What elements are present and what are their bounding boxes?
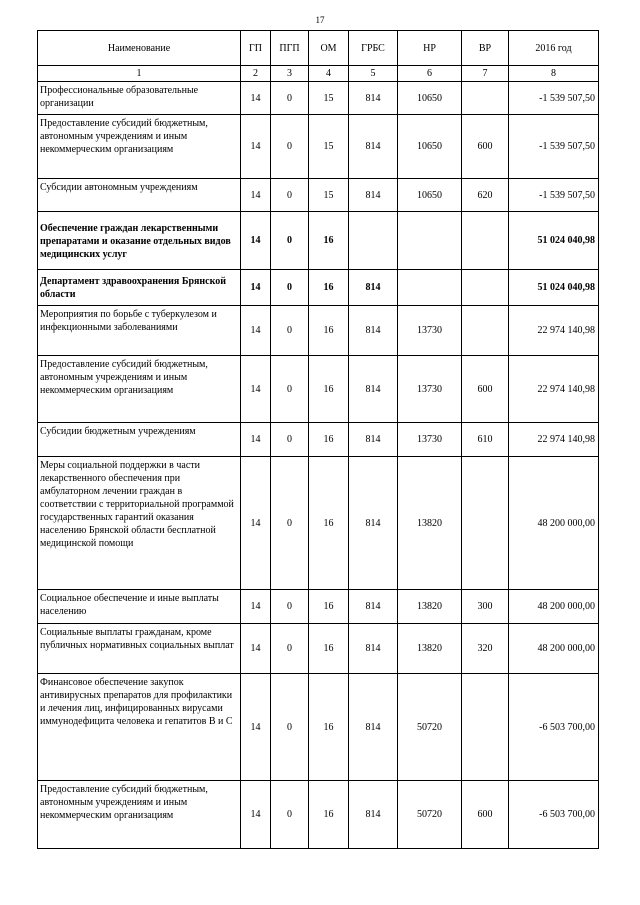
row-om: 16 bbox=[309, 674, 349, 781]
row-grbs: 814 bbox=[349, 590, 398, 624]
column-header-grbs: ГРБС bbox=[349, 31, 398, 66]
table-row bbox=[38, 423, 599, 457]
row-pgp: 0 bbox=[271, 82, 309, 115]
table-row bbox=[38, 674, 599, 781]
row-gp: 14 bbox=[241, 306, 271, 356]
row-amount: -6 503 700,00 bbox=[509, 674, 599, 781]
row-amount: 48 200 000,00 bbox=[509, 624, 599, 674]
row-vr bbox=[462, 674, 509, 781]
row-grbs: 814 bbox=[349, 270, 398, 306]
row-gp: 14 bbox=[241, 423, 271, 457]
row-grbs: 814 bbox=[349, 356, 398, 423]
table-row bbox=[38, 457, 599, 590]
column-header-year: 2016 год bbox=[509, 31, 599, 66]
row-nr bbox=[398, 212, 462, 270]
row-amount: 48 200 000,00 bbox=[509, 457, 599, 590]
table-row bbox=[38, 179, 599, 212]
column-number: 1 bbox=[38, 66, 241, 82]
row-pgp: 0 bbox=[271, 781, 309, 849]
column-number: 3 bbox=[271, 66, 309, 82]
row-om: 15 bbox=[309, 82, 349, 115]
row-grbs bbox=[349, 212, 398, 270]
table-row bbox=[38, 590, 599, 624]
row-grbs: 814 bbox=[349, 781, 398, 849]
row-nr: 10650 bbox=[398, 115, 462, 179]
row-name: Социальное обеспечение и иные выплаты населению bbox=[38, 590, 241, 624]
row-nr: 50720 bbox=[398, 781, 462, 849]
row-nr: 13820 bbox=[398, 624, 462, 674]
row-vr bbox=[462, 82, 509, 115]
row-name: Меры социальной поддержки в части лекарственного обеспечения при амбулаторном лечении граждан в соответствии с территориальной программой государственных гарантий оказания населению Брянской области бесплатной медицинской помощи bbox=[38, 457, 241, 590]
row-amount: 22 974 140,98 bbox=[509, 423, 599, 457]
table-row bbox=[38, 356, 599, 423]
row-vr: 320 bbox=[462, 624, 509, 674]
row-name: Финансовое обеспечение закупок антивирусных препаратов для профилактики и лечения лиц, инфицированных вирусами иммунодефицита человека и гепатитов В и С bbox=[38, 674, 241, 781]
row-pgp: 0 bbox=[271, 674, 309, 781]
row-om: 15 bbox=[309, 179, 349, 212]
row-vr: 600 bbox=[462, 781, 509, 849]
row-name: Предоставление субсидий бюджетным, автономным учреждениям и иным некоммерческим организациям bbox=[38, 356, 241, 423]
row-grbs: 814 bbox=[349, 457, 398, 590]
row-vr: 620 bbox=[462, 179, 509, 212]
row-gp: 14 bbox=[241, 82, 271, 115]
row-pgp: 0 bbox=[271, 457, 309, 590]
row-name: Субсидии автономным учреждениям bbox=[38, 179, 241, 212]
column-header-name: Наименование bbox=[38, 31, 241, 66]
row-nr bbox=[398, 270, 462, 306]
row-amount: -1 539 507,50 bbox=[509, 115, 599, 179]
row-grbs: 814 bbox=[349, 115, 398, 179]
row-grbs: 814 bbox=[349, 423, 398, 457]
row-name: Предоставление субсидий бюджетным, автономным учреждениям и иным некоммерческим организациям bbox=[38, 781, 241, 849]
column-number: 5 bbox=[349, 66, 398, 82]
row-vr: 600 bbox=[462, 356, 509, 423]
row-om: 16 bbox=[309, 781, 349, 849]
row-gp: 14 bbox=[241, 115, 271, 179]
row-nr: 13730 bbox=[398, 356, 462, 423]
row-pgp: 0 bbox=[271, 306, 309, 356]
row-om: 16 bbox=[309, 306, 349, 356]
column-header-vr: ВР bbox=[462, 31, 509, 66]
column-number: 8 bbox=[509, 66, 599, 82]
row-gp: 14 bbox=[241, 781, 271, 849]
table-row bbox=[38, 781, 599, 849]
row-name: Обеспечение граждан лекарственными препаратами и оказание отдельных видов медицинских услуг bbox=[38, 212, 241, 270]
row-name: Профессиональные образовательные организации bbox=[38, 82, 241, 115]
column-number: 4 bbox=[309, 66, 349, 82]
row-grbs: 814 bbox=[349, 306, 398, 356]
row-gp: 14 bbox=[241, 212, 271, 270]
row-vr: 300 bbox=[462, 590, 509, 624]
row-vr bbox=[462, 270, 509, 306]
row-name: Субсидии бюджетным учреждениям bbox=[38, 423, 241, 457]
row-amount: -1 539 507,50 bbox=[509, 179, 599, 212]
row-grbs: 814 bbox=[349, 82, 398, 115]
row-grbs: 814 bbox=[349, 624, 398, 674]
row-vr bbox=[462, 457, 509, 590]
table-row bbox=[38, 212, 599, 270]
budget-table bbox=[37, 30, 599, 849]
table-row bbox=[38, 270, 599, 306]
row-nr: 13730 bbox=[398, 306, 462, 356]
row-pgp: 0 bbox=[271, 423, 309, 457]
row-pgp: 0 bbox=[271, 356, 309, 423]
row-pgp: 0 bbox=[271, 270, 309, 306]
row-name: Предоставление субсидий бюджетным, автономным учреждениям и иным некоммерческим организациям bbox=[38, 115, 241, 179]
row-pgp: 0 bbox=[271, 179, 309, 212]
column-number: 7 bbox=[462, 66, 509, 82]
row-nr: 13820 bbox=[398, 590, 462, 624]
row-amount: 51 024 040,98 bbox=[509, 270, 599, 306]
row-gp: 14 bbox=[241, 457, 271, 590]
row-om: 16 bbox=[309, 270, 349, 306]
row-gp: 14 bbox=[241, 674, 271, 781]
row-vr bbox=[462, 306, 509, 356]
row-gp: 14 bbox=[241, 270, 271, 306]
table-row bbox=[38, 624, 599, 674]
row-om: 16 bbox=[309, 590, 349, 624]
row-grbs: 814 bbox=[349, 179, 398, 212]
row-amount: -6 503 700,00 bbox=[509, 781, 599, 849]
page-number: 17 bbox=[315, 15, 325, 25]
row-nr: 13730 bbox=[398, 423, 462, 457]
row-vr bbox=[462, 212, 509, 270]
row-vr: 600 bbox=[462, 115, 509, 179]
row-amount: -1 539 507,50 bbox=[509, 82, 599, 115]
row-gp: 14 bbox=[241, 356, 271, 423]
row-pgp: 0 bbox=[271, 590, 309, 624]
row-amount: 51 024 040,98 bbox=[509, 212, 599, 270]
row-om: 16 bbox=[309, 457, 349, 590]
row-name: Социальные выплаты гражданам, кроме публичных нормативных социальных выплат bbox=[38, 624, 241, 674]
row-pgp: 0 bbox=[271, 212, 309, 270]
table-row bbox=[38, 306, 599, 356]
column-number: 2 bbox=[241, 66, 271, 82]
row-nr: 13820 bbox=[398, 457, 462, 590]
row-grbs: 814 bbox=[349, 674, 398, 781]
row-vr: 610 bbox=[462, 423, 509, 457]
table-row bbox=[38, 82, 599, 115]
row-om: 16 bbox=[309, 423, 349, 457]
row-amount: 22 974 140,98 bbox=[509, 306, 599, 356]
row-gp: 14 bbox=[241, 179, 271, 212]
row-name: Департамент здравоохранения Брянской области bbox=[38, 270, 241, 306]
row-om: 16 bbox=[309, 212, 349, 270]
row-amount: 22 974 140,98 bbox=[509, 356, 599, 423]
column-header-nr: НР bbox=[398, 31, 462, 66]
row-pgp: 0 bbox=[271, 624, 309, 674]
column-header-om: ОМ bbox=[309, 31, 349, 66]
table-row bbox=[38, 115, 599, 179]
row-nr: 50720 bbox=[398, 674, 462, 781]
table-header-row bbox=[38, 31, 599, 66]
row-nr: 10650 bbox=[398, 82, 462, 115]
row-amount: 48 200 000,00 bbox=[509, 590, 599, 624]
column-header-pgp: ПГП bbox=[271, 31, 309, 66]
column-numbers-row bbox=[38, 66, 599, 82]
row-om: 16 bbox=[309, 356, 349, 423]
row-name: Мероприятия по борьбе с туберкулезом и инфекционными заболеваниями bbox=[38, 306, 241, 356]
row-gp: 14 bbox=[241, 624, 271, 674]
row-pgp: 0 bbox=[271, 115, 309, 179]
column-number: 6 bbox=[398, 66, 462, 82]
column-header-gp: ГП bbox=[241, 31, 271, 66]
row-om: 16 bbox=[309, 624, 349, 674]
row-nr: 10650 bbox=[398, 179, 462, 212]
row-om: 15 bbox=[309, 115, 349, 179]
row-gp: 14 bbox=[241, 590, 271, 624]
